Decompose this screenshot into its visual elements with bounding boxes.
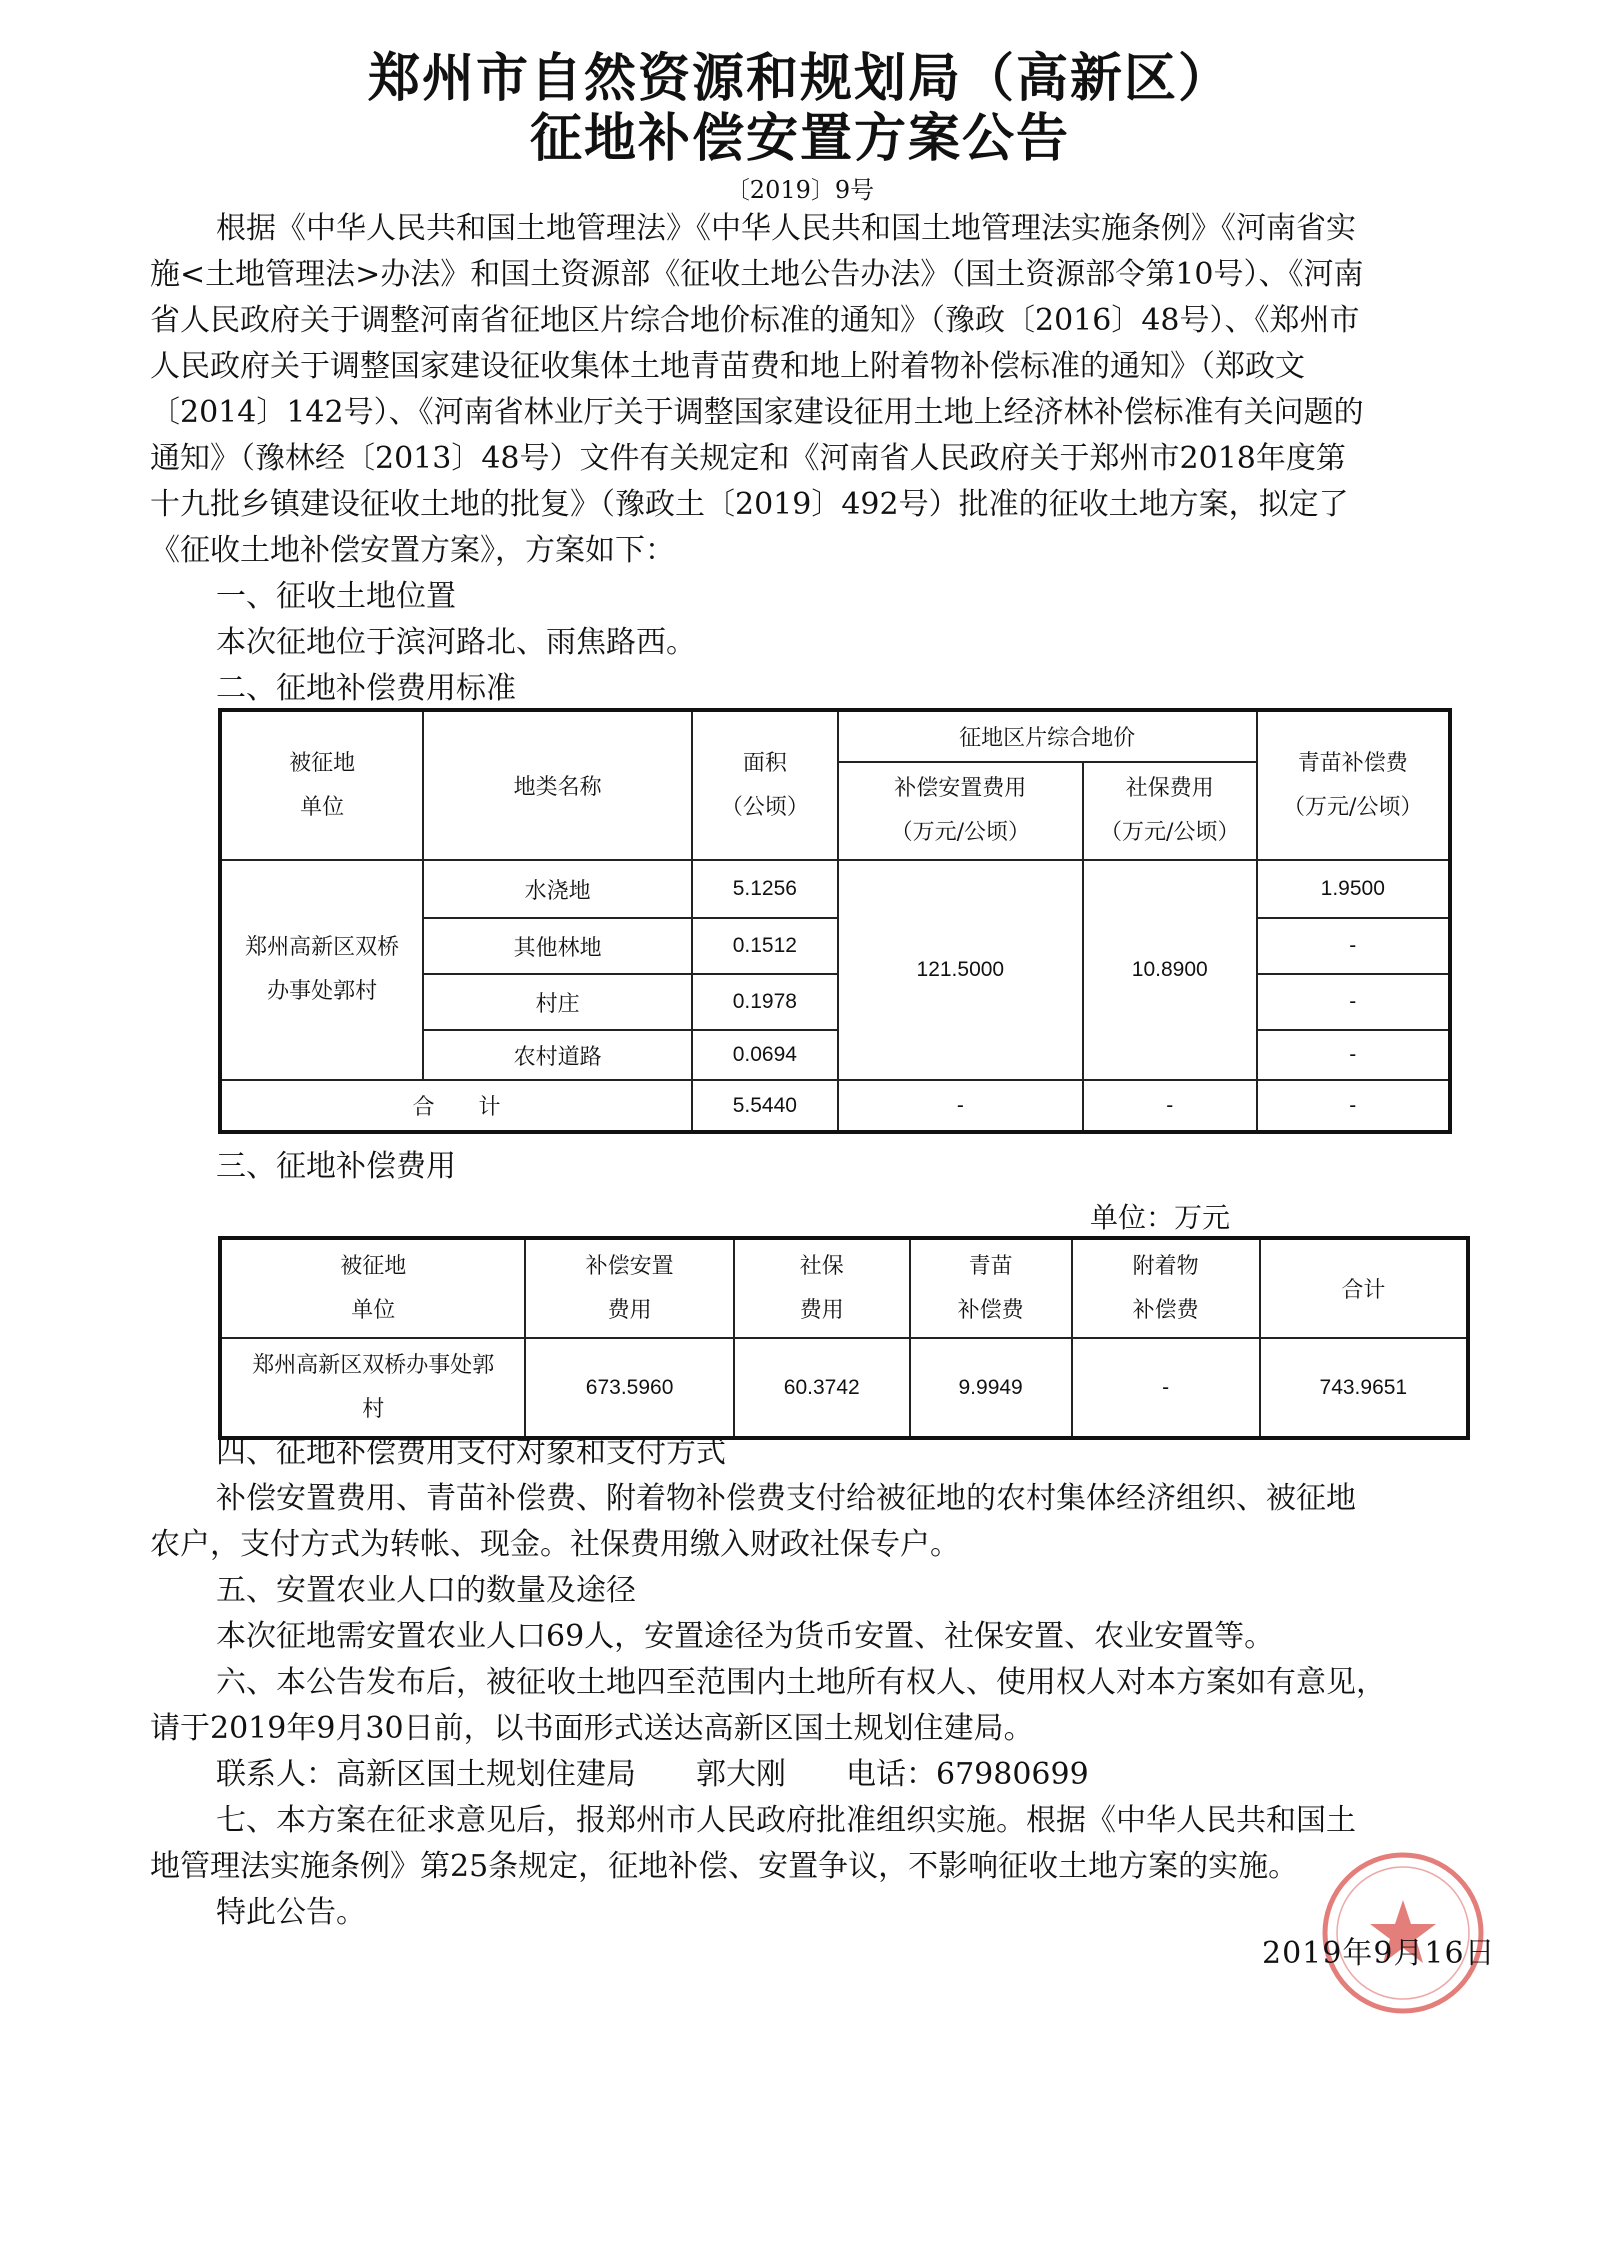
intro-line: 《征收土地补偿安置方案》，方案如下： (150, 533, 675, 568)
land-type-cell: 其他林地 (423, 918, 692, 974)
total-label-cell: 合 计 (220, 1080, 692, 1132)
crop-value-cell: 9.9949 (910, 1338, 1072, 1438)
header-zone-price: 征地区片综合地价 (838, 710, 1257, 762)
unit-note: 单位：万元 (1090, 1201, 1231, 1234)
area-cell: 5.1256 (692, 860, 838, 918)
total-crop-cell: - (1257, 1080, 1450, 1132)
intro-line: 十九批乡镇建设征收土地的批复》（豫政土〔2019〕492号）批准的征收土地方案，拟定了 (150, 487, 1349, 522)
document-number: 〔2019〕9号 (725, 176, 875, 204)
header-land-type: 地类名称 (423, 710, 692, 860)
land-type-cell: 水浇地 (423, 860, 692, 918)
intro-line: 省人民政府关于调整河南省征地区片综合地价标准的通知》（豫政〔2016〕48号）、《郑州市 (150, 303, 1360, 338)
area-cell: 0.1512 (692, 918, 838, 974)
header-comp-fee: 补偿安置 费用 (525, 1238, 733, 1338)
header-total: 合计 (1260, 1238, 1468, 1338)
section4-heading: 四、征地补偿费用支付对象和支付方式 (216, 1435, 726, 1470)
document-title-line1: 郑州市自然资源和规划局（高新区） (367, 49, 1232, 109)
contact-line: 联系人：高新区国土规划住建局 郭大刚 电话：67980699 (216, 1757, 1089, 1792)
header-social-fee: 社保 费用 (734, 1238, 910, 1338)
header-comp-fee: 补偿安置费用 （万元/公顷） (838, 762, 1083, 860)
total-area-cell: 5.5440 (692, 1080, 838, 1132)
total-social-cell: - (1083, 1080, 1257, 1132)
header-unit: 被征地 单位 (220, 1238, 525, 1338)
intro-line: 施<土地管理法>办法》和国土资源部《征收土地公告办法》（国土资源部令第10号）、《河南 (150, 257, 1364, 292)
section7-line: 地管理法实施条例》第25条规定，征地补偿、安置争议，不影响征收土地方案的实施。 (150, 1849, 1299, 1884)
document-date: 2019年9月16日 (1262, 1936, 1496, 1971)
crop-cell: 1.9500 (1257, 860, 1450, 918)
crop-cell: - (1257, 918, 1450, 974)
header-crop-fee: 青苗补偿费 （万元/公顷） (1257, 710, 1450, 860)
comp-value-cell: 673.5960 (525, 1338, 733, 1438)
section1-text: 本次征地位于滨河路北、雨焦路西。 (216, 625, 696, 660)
section2-heading: 二、征地补偿费用标准 (216, 671, 516, 706)
section4-line: 农户，支付方式为转帐、现金。社保费用缴入财政社保专户。 (150, 1527, 960, 1562)
header-area: 面积 （公顷） (692, 710, 838, 860)
total-comp-cell: - (838, 1080, 1083, 1132)
section4-line: 补偿安置费用、青苗补偿费、附着物补偿费支付给被征地的农村集体经济组织、被征地 (216, 1481, 1356, 1516)
intro-line: 人民政府关于调整国家建设征收集体土地青苗费和地上附着物补偿标准的通知》（郑政文 (150, 349, 1305, 384)
header-attachment-fee: 附着物 补偿费 (1072, 1238, 1260, 1338)
land-type-cell: 农村道路 (423, 1030, 692, 1080)
area-cell: 0.0694 (692, 1030, 838, 1080)
unit-name-cell: 郑州高新区双桥 办事处郭村 (220, 860, 423, 1080)
attachment-value-cell: - (1072, 1338, 1260, 1438)
land-type-cell: 村庄 (423, 974, 692, 1030)
section6-line: 请于2019年9月30日前，以书面形式送达高新区国土规划住建局。 (150, 1711, 1034, 1746)
header-crop-fee: 青苗 补偿费 (910, 1238, 1072, 1338)
intro-line: 通知》（豫林经〔2013〕48号）文件有关规定和《河南省人民政府关于郑州市2018年度第 (150, 441, 1346, 476)
social-value-cell: 10.8900 (1083, 860, 1257, 1080)
closing-text: 特此公告。 (216, 1895, 366, 1930)
section6-line: 六、本公告发布后，被征收土地四至范围内土地所有权人、使用权人对本方案如有意见， (216, 1665, 1386, 1700)
social-value-cell: 60.3742 (734, 1338, 910, 1438)
section5-text: 本次征地需安置农业人口69人，安置途径为货币安置、社保安置、农业安置等。 (216, 1619, 1275, 1654)
intro-line: 〔2014〕142号）、《河南省林业厅关于调整国家建设征用土地上经济林补偿标准有关问题的 (150, 395, 1364, 430)
crop-cell: - (1257, 974, 1450, 1030)
header-unit: 被征地 单位 (220, 710, 423, 860)
section7-line: 七、本方案在征求意见后，报郑州市人民政府批准组织实施。根据《中华人民共和国土 (216, 1803, 1356, 1838)
unit-name-cell: 郑州高新区双桥办事处郭 村 (220, 1338, 525, 1438)
intro-line: 根据《中华人民共和国土地管理法》《中华人民共和国土地管理法实施条例》《河南省实 (216, 211, 1356, 246)
section1-heading: 一、征收土地位置 (216, 579, 456, 614)
total-value-cell: 743.9651 (1260, 1338, 1468, 1438)
compensation-standard-table (218, 708, 1452, 1134)
section3-heading: 三、征地补偿费用 (216, 1149, 456, 1184)
document-title-line2: 征地补偿安置方案公告 (529, 109, 1070, 169)
section5-heading: 五、安置农业人口的数量及途径 (216, 1573, 636, 1608)
header-social-fee: 社保费用 （万元/公顷） (1083, 762, 1257, 860)
comp-value-cell: 121.5000 (838, 860, 1083, 1080)
area-cell: 0.1978 (692, 974, 838, 1030)
compensation-cost-table (218, 1236, 1470, 1440)
crop-cell: - (1257, 1030, 1450, 1080)
